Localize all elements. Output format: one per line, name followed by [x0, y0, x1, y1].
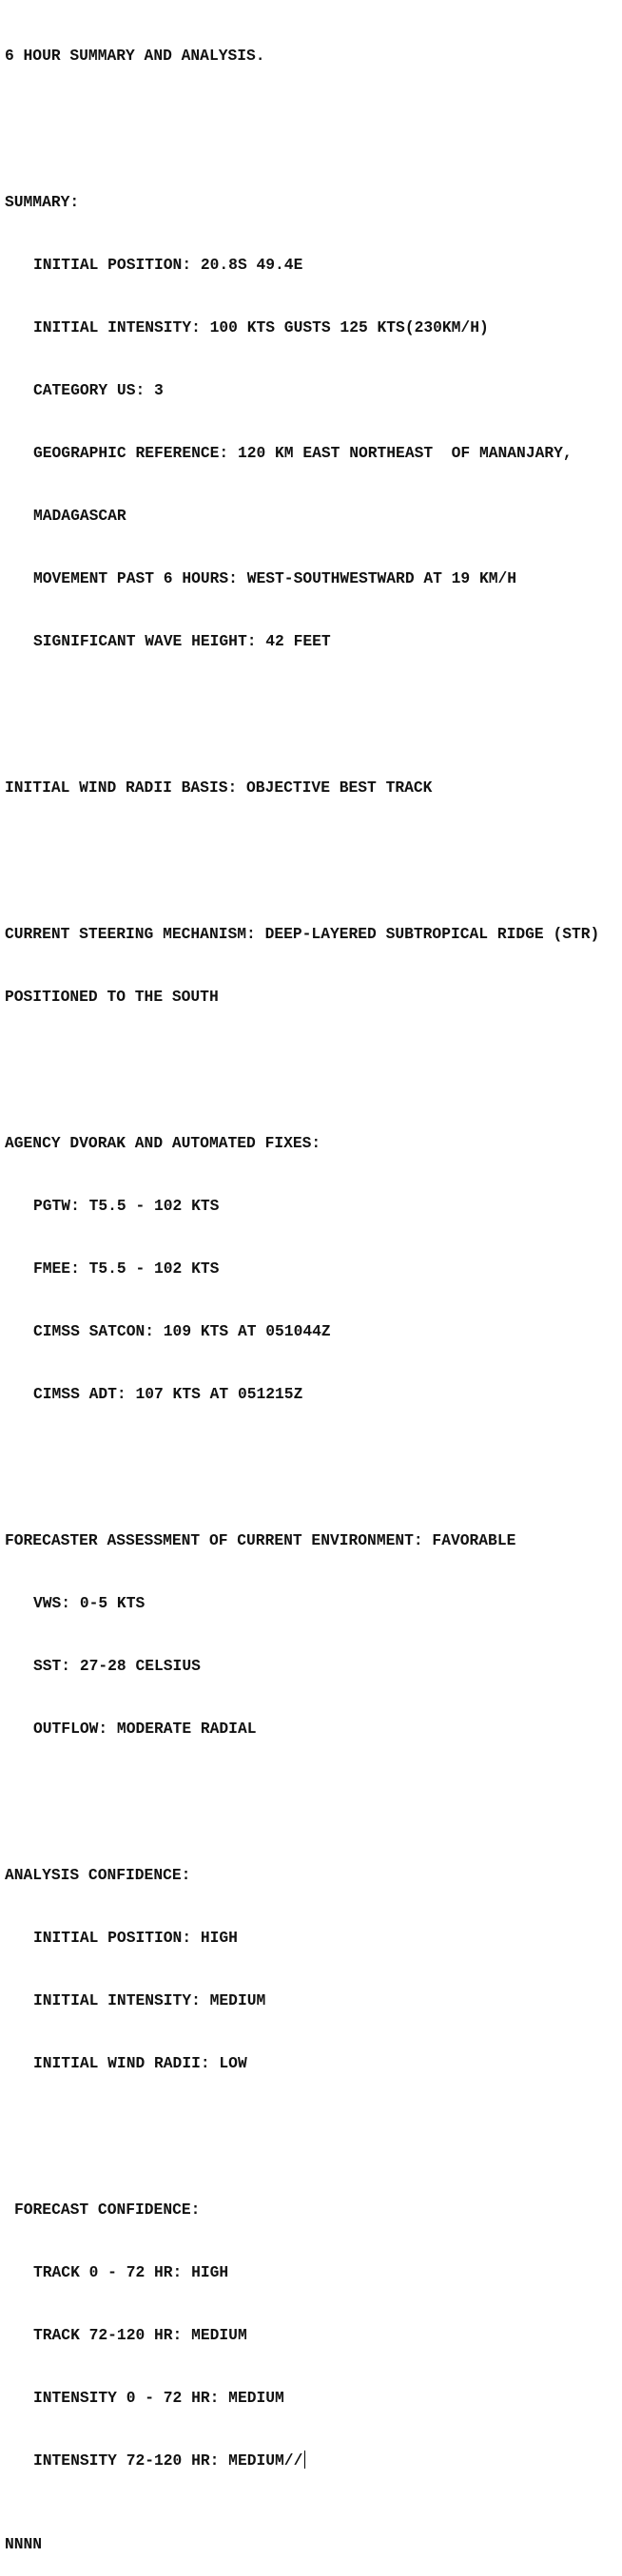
summary-geo-ref-line2: MADAGASCAR: [33, 507, 126, 525]
wind-radii-basis: INITIAL WIND RADII BASIS: OBJECTIVE BEST TRACK: [5, 779, 433, 797]
text-caret: [304, 2451, 305, 2469]
environment-outflow: OUTFLOW: MODERATE RADIAL: [33, 1720, 257, 1738]
forecast-intensity-72-120: INTENSITY 72-120 HR: MEDIUM//: [33, 2451, 303, 2470]
analysis-confidence-heading: ANALYSIS CONFIDENCE:: [5, 1866, 191, 1884]
blank-line: [5, 1049, 622, 1070]
summary-initial-position: INITIAL POSITION: 20.8S 49.4E: [33, 256, 303, 274]
forecast-confidence-heading: FORECAST CONFIDENCE:: [14, 2201, 201, 2219]
environment-vws: VWS: 0-5 KTS: [33, 1594, 146, 1612]
fix-cimss-adt: CIMSS ADT: 107 KTS AT 051215Z: [33, 1385, 303, 1403]
bulletin-header: 6 HOUR SUMMARY AND ANALYSIS.: [5, 47, 265, 65]
bulletin-text[interactable]: [5, 4, 622, 2576]
analysis-confidence-wind-radii: INITIAL WIND RADII: LOW: [33, 2054, 247, 2072]
summary-wave-height: SIGNIFICANT WAVE HEIGHT: 42 FEET: [33, 632, 331, 650]
steering-line1: CURRENT STEERING MECHANISM: DEEP-LAYERED SUBTROPICAL RIDGE (STR): [5, 925, 600, 943]
environment-heading: FORECASTER ASSESSMENT OF CURRENT ENVIRONMENT: FAVORABLE: [5, 1531, 516, 1549]
summary-heading: SUMMARY:: [5, 193, 80, 211]
fix-pgtw: PGTW: T5.5 - 102 KTS: [33, 1197, 220, 1215]
blank-line: [5, 1447, 622, 1468]
summary-movement: MOVEMENT PAST 6 HOURS: WEST-SOUTHWESTWARD AT 19 KM/H: [33, 569, 517, 587]
blank-line: [5, 694, 622, 715]
analysis-confidence-intensity: INITIAL INTENSITY: MEDIUM: [33, 1991, 266, 2009]
fix-cimss-satcon: CIMSS SATCON: 109 KTS AT 051044Z: [33, 1322, 331, 1340]
forecast-track-0-72: TRACK 0 - 72 HR: HIGH: [33, 2263, 229, 2281]
bulletin-footer: NNNN: [5, 2535, 43, 2553]
blank-line: [5, 840, 622, 861]
forecast-track-72-120: TRACK 72-120 HR: MEDIUM: [33, 2326, 247, 2344]
environment-sst: SST: 27-28 CELSIUS: [33, 1657, 201, 1675]
summary-geo-ref-line1: GEOGRAPHIC REFERENCE: 120 KM EAST NORTHEAST OF MANANJARY,: [33, 444, 573, 462]
summary-initial-intensity: INITIAL INTENSITY: 100 KTS GUSTS 125 KTS(230KM/H): [33, 318, 489, 336]
fix-fmee: FMEE: T5.5 - 102 KTS: [33, 1259, 220, 1278]
blank-line: [5, 108, 622, 129]
forecast-intensity-72-120-line: [5, 2451, 622, 2471]
forecast-intensity-0-72: INTENSITY 0 - 72 HR: MEDIUM: [33, 2389, 284, 2407]
summary-category: CATEGORY US: 3: [33, 381, 164, 399]
blank-line: [5, 2116, 622, 2137]
analysis-confidence-position: INITIAL POSITION: HIGH: [33, 1929, 238, 1947]
blank-line: [5, 1781, 622, 1802]
fixes-heading: AGENCY DVORAK AND AUTOMATED FIXES:: [5, 1134, 321, 1152]
steering-line2: POSITIONED TO THE SOUTH: [5, 988, 219, 1006]
